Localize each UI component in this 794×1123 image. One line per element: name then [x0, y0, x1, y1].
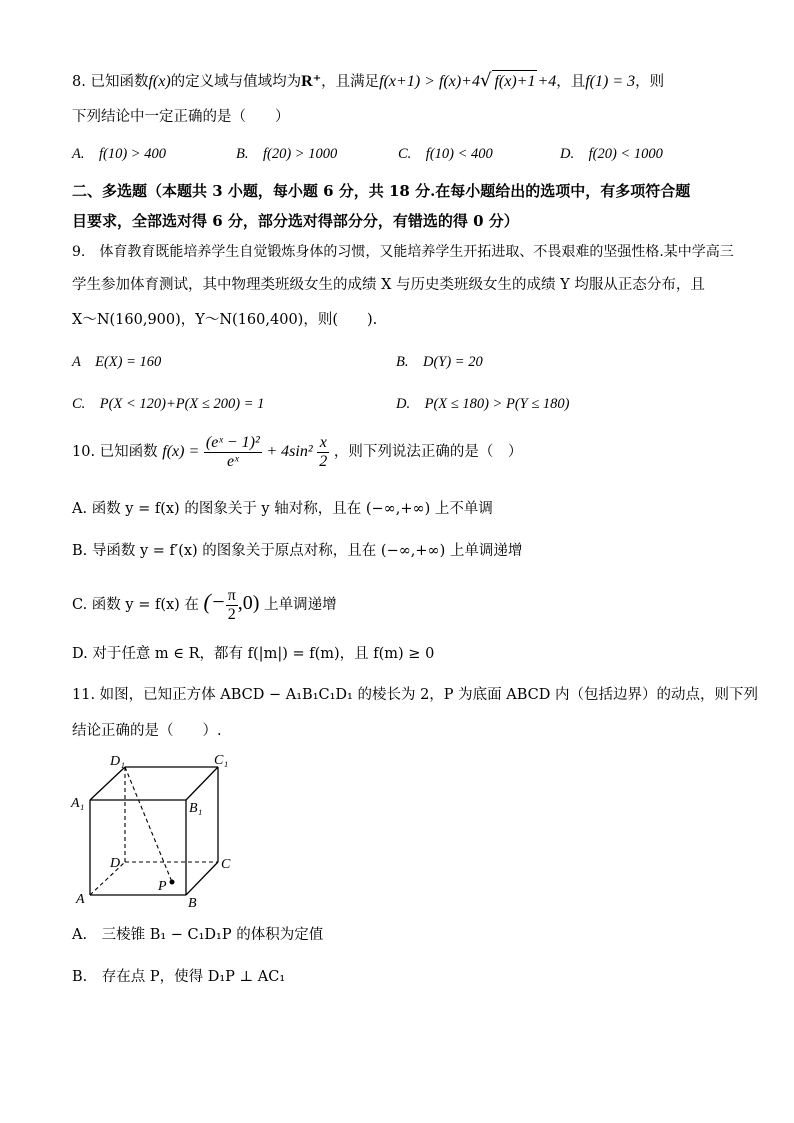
q11-option-a: A. 三棱锥 B₁ − C₁D₁P 的体积为定值: [72, 927, 324, 943]
edge-b1-c1: [186, 767, 218, 800]
label-d1: D₁: [110, 754, 125, 769]
q8-sqrt-content: f(x)+1: [492, 70, 537, 93]
q10-option-c-fraction: [226, 587, 238, 624]
q8-mid1: 的定义域与值域均为: [170, 74, 302, 90]
q10-x-fraction: [317, 434, 329, 471]
segment-d1-p: [125, 767, 172, 882]
q8-end: ，则: [635, 74, 665, 90]
q10-option-c-close: ,0): [237, 592, 260, 614]
section2-line2: 目要求，全部选对得 6 分，部分选对得部分分，有错选的得 0 分）: [72, 212, 519, 230]
q8-rplus: R⁺: [301, 73, 322, 90]
q10-option-c-text: C. 函数 y = f(x) 在: [72, 597, 199, 613]
q10-option-a: A. 函数 y = f(x) 的图象关于 y 轴对称，且在 (−∞,+∞) 上不单调: [72, 501, 493, 517]
q9-option-d: D. P(X ≤ 180) > P(Y ≤ 180): [396, 396, 570, 412]
q10-stem: [72, 430, 522, 474]
label-a: A: [76, 892, 85, 907]
q8-option-b: B. f(20) > 1000: [236, 146, 338, 162]
q10-option-b: B. 导函数 y = f′(x) 的图象关于原点对称，且在 (−∞,+∞) 上单调递增: [72, 543, 523, 559]
q8-line2: 下列结论中一定正确的是（ ）: [72, 109, 290, 125]
q10-frac-den: eˣ: [227, 452, 239, 470]
q10-option-d: D. 对于任意 m ∈ R，都有 f(|m|) = f(m)，且 f(m) ≥ 0: [72, 646, 435, 662]
q10-mid: + 4sin²: [266, 443, 313, 460]
label-d: D: [110, 856, 121, 871]
q9-line2: 学生参加体育测试，其中物理类班级女生的成绩 X 与历史类班级女生的成绩 Y 均服从正态分布，且: [72, 277, 705, 293]
q10-lhs: f(x) =: [162, 443, 200, 460]
q11-line1: 11. 如图，已知正方体 ABCD − A₁B₁C₁D₁ 的棱长为 2，P 为底面 ABCD 内（包括边界）的动点，则下列: [72, 687, 759, 703]
q9-option-c: C. P(X < 120)+P(X ≤ 200) = 1: [72, 396, 265, 412]
q9-line1: 9. 体育教育既能培养学生自觉锻炼身体的习惯，又能培养学生开拓进取、不畏艰难的坚强性格.某中学高三: [72, 244, 734, 260]
q8-fx: f(x): [148, 73, 171, 90]
q10-option-c-open: (−: [203, 589, 226, 614]
q8-line1: [72, 70, 664, 93]
q9-option-b: B. D(Y) = 20: [396, 354, 483, 370]
edge-a1-d1: [90, 767, 125, 800]
q8-f1: f(1) = 3: [585, 73, 636, 90]
point-p: [170, 880, 175, 885]
label-b1: B₁: [189, 801, 203, 816]
q9-line3: X～N(160,900)，Y～N(160,400)，则( ).: [72, 312, 378, 328]
q10-option-c-num: π: [227, 586, 236, 604]
q10-x-den: 2: [319, 452, 328, 470]
q11-option-b: B. 存在点 P，使得 D₁P ⊥ AC₁: [72, 969, 286, 985]
q8-prefix: 8. 已知函数: [72, 74, 149, 90]
q8-mid2: ，且满足: [321, 74, 380, 90]
sqrt-icon: √: [479, 70, 492, 91]
q10-frac-num: (eˣ − 1)²: [205, 433, 260, 451]
label-a1: A₁: [71, 796, 85, 811]
label-c1: C₁: [214, 753, 229, 768]
q8-option-d: D. f(20) < 1000: [560, 146, 663, 162]
q10-prefix: 10. 已知函数: [72, 444, 158, 460]
label-b: B: [188, 896, 197, 910]
q8-mid3: ，且: [556, 74, 586, 90]
cube-figure: [70, 750, 240, 910]
q8-option-a: A. f(10) > 400: [72, 146, 166, 162]
q9-option-a: A E(X) = 160: [72, 354, 162, 370]
q8-ineq: f(x+1) > f(x)+4: [379, 73, 480, 90]
q10-x-num: x: [317, 434, 329, 453]
section2-line1: 二、多选题（本题共 3 小题，每小题 6 分，共 18 分.在每小题给出的选项中，有多项符合题: [72, 182, 691, 200]
q8-ineq-tail: +4: [537, 73, 557, 90]
q10-option-c-tail: 上单调递增: [264, 597, 337, 613]
q10-fraction: [204, 434, 262, 471]
label-c: C: [221, 857, 231, 872]
q10-suffix: ，则下列说法正确的是（ ）: [333, 444, 523, 460]
label-p: P: [158, 879, 167, 894]
q11-line2: 结论正确的是（ ）.: [72, 723, 222, 739]
q10-option-c-den: 2: [227, 605, 236, 623]
q8-option-c: C. f(10) < 400: [398, 146, 493, 162]
q10-option-c: [72, 580, 337, 627]
edge-b-c: [186, 862, 218, 895]
